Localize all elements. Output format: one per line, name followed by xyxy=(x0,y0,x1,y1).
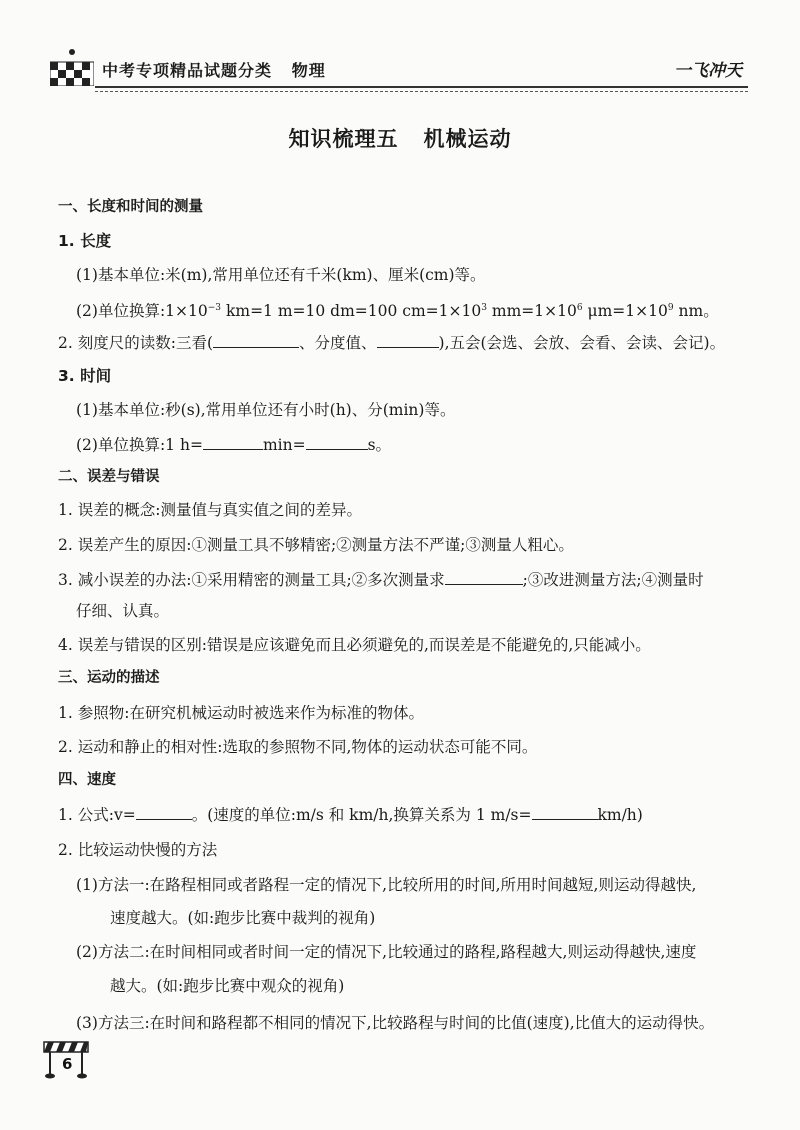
text: 1. 公式:v= xyxy=(58,806,136,824)
text: mm=1×10 xyxy=(486,302,577,321)
item-reference-object: 1. 参照物:在研究机械运动时被选来作为标准的物体。 xyxy=(58,704,424,722)
text: km=1 m=10 dm=100 cm=1×10 xyxy=(221,302,482,321)
section-heading-4: 四、速度 xyxy=(58,772,116,788)
answer-blank[interactable] xyxy=(445,569,523,585)
exponent: 9 xyxy=(667,303,674,313)
text: 、分度值、 xyxy=(299,334,377,352)
item-unit-conversion xyxy=(76,298,719,321)
answer-blank[interactable] xyxy=(377,332,439,348)
item-method-1: (1)方法一:在路程相同或者路程一定的情况下,比较所用的时间,所用时间越短,则运动得越快, xyxy=(76,876,697,894)
item-length xyxy=(58,231,111,251)
item-time xyxy=(58,366,111,386)
item-length-unit: (1)基本单位:米(m),常用单位还有千米(km)、厘米(cm)等。 xyxy=(76,266,486,284)
section-heading-1: 一、长度和时间的测量 xyxy=(58,199,203,215)
text: km/h) xyxy=(597,806,643,824)
header-rule xyxy=(95,86,748,88)
item-relativity: 2. 运动和静止的相对性:选取的参照物不同,物体的运动状态可能不同。 xyxy=(58,738,538,756)
item-error-cause: 2. 误差产生的原因:①测量工具不够精密;②测量方法不严谨;③测量人粗心。 xyxy=(58,536,574,554)
section-heading-2: 二、误差与错误 xyxy=(58,469,160,485)
item-reduce-error xyxy=(58,569,704,590)
text: ;③改进测量方法;④测量时 xyxy=(522,571,704,589)
page-number: 6 xyxy=(62,1055,73,1073)
header-rule-dashed xyxy=(95,91,748,92)
page-header xyxy=(0,0,800,95)
item-error-concept: 1. 误差的概念:测量值与真实值之间的差异。 xyxy=(58,501,362,519)
answer-blank[interactable] xyxy=(532,804,598,820)
exponent: −3 xyxy=(207,303,222,313)
text: (2)单位换算:1×10 xyxy=(76,302,208,321)
text: μm=1×10 xyxy=(582,302,668,321)
answer-blank[interactable] xyxy=(213,332,299,348)
page-title: 知识梳理五 机械运动 xyxy=(288,127,512,151)
text: min= xyxy=(262,436,306,454)
text: ),五会(会选、会放、会看、会读、会记)。 xyxy=(438,334,726,352)
series-title: 中考专项精品试题分类 物理 xyxy=(102,61,326,80)
text: s。 xyxy=(367,436,392,454)
item-compare-speed: 2. 比较运动快慢的方法 xyxy=(58,841,218,859)
brand-logo: 一飞冲天 xyxy=(674,61,742,81)
exponent: 6 xyxy=(576,303,583,313)
text: nm。 xyxy=(673,302,719,321)
item-time-conversion xyxy=(76,434,391,455)
item-method-2-cont: 越大。(如:跑步比赛中观众的视角) xyxy=(110,977,345,995)
item-text: 3. 时间 xyxy=(58,367,112,385)
item-ruler-reading xyxy=(58,332,725,353)
item-time-unit: (1)基本单位:秒(s),常用单位还有小时(h)、分(min)等。 xyxy=(76,401,456,419)
section-heading-3: 三、运动的描述 xyxy=(58,670,160,686)
item-speed-formula xyxy=(58,804,643,825)
item-reduce-error-cont: 仔细、认真。 xyxy=(76,602,170,620)
item-method-1-cont: 速度越大。(如:跑步比赛中裁判的视角) xyxy=(110,909,376,927)
answer-blank[interactable] xyxy=(136,804,192,820)
checker-logo-icon xyxy=(50,48,94,86)
exponent: 3 xyxy=(481,303,487,313)
text: 。(速度的单位:m/s 和 km/h,换算关系为 1 m/s= xyxy=(191,806,532,824)
text: (2)单位换算:1 h= xyxy=(76,436,203,454)
answer-blank[interactable] xyxy=(306,434,368,450)
item-method-3: (3)方法三:在时间和路程都不相同的情况下,比较路程与时间的比值(速度),比值大的运动得快。 xyxy=(76,1014,715,1032)
text: 2. 刻度尺的读数:三看( xyxy=(58,334,213,352)
page-number-hurdle-icon xyxy=(42,1038,90,1080)
item-text: 1. 长度 xyxy=(58,232,112,250)
text: 3. 减小误差的办法:①采用精密的测量工具;②多次测量求 xyxy=(58,571,445,589)
item-error-vs-mistake: 4. 误差与错误的区别:错误是应该避免而且必须避免的,而误差是不能避免的,只能减小。 xyxy=(58,636,651,654)
item-method-2: (2)方法二:在时间相同或者时间一定的情况下,比较通过的路程,路程越大,则运动得越快,速度 xyxy=(76,943,697,961)
answer-blank[interactable] xyxy=(203,434,263,450)
